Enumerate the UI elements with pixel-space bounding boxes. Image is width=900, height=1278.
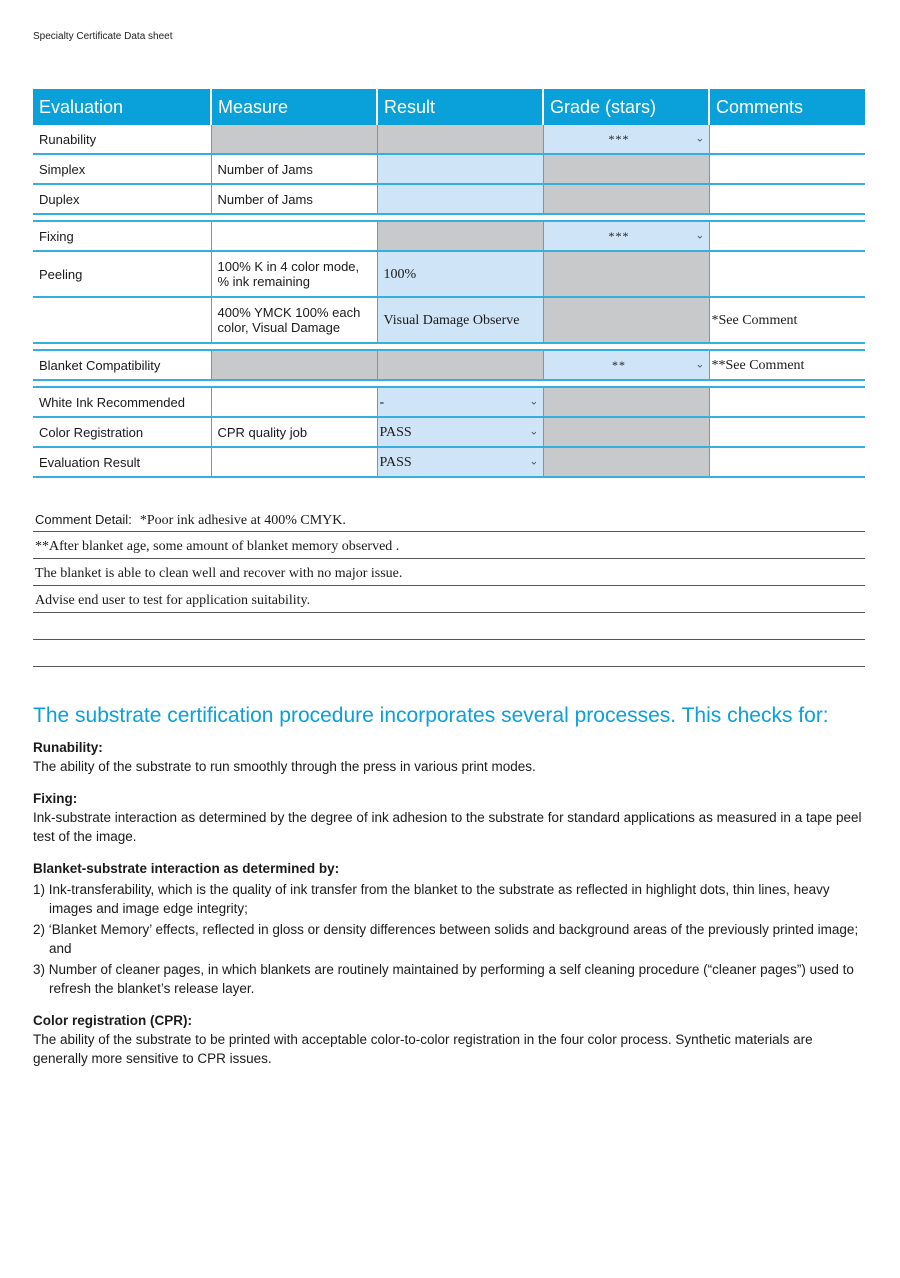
- row-grade: [543, 297, 709, 343]
- row-measure: [211, 350, 377, 380]
- blanket-list: [33, 880, 868, 998]
- col-header-result: Result: [377, 89, 543, 125]
- result-select[interactable]: [377, 387, 543, 417]
- result-input[interactable]: [377, 154, 543, 184]
- chevron-down-icon[interactable]: ⌄: [695, 358, 705, 371]
- comment-line[interactable]: The blanket is able to clean well and recover with no major issue.: [33, 559, 865, 586]
- comment-text: *Poor ink adhesive at 400% CMYK.: [139, 513, 346, 528]
- table-row: [33, 221, 865, 251]
- row-measure: 400% YMCK 100% each color, Visual Damage: [211, 297, 377, 343]
- table-row: [33, 251, 865, 297]
- row-comments[interactable]: [709, 221, 865, 251]
- row-comments[interactable]: [709, 447, 865, 477]
- row-evaluation: Duplex: [33, 184, 211, 214]
- col-header-grade: Grade (stars): [543, 89, 709, 125]
- row-comments[interactable]: [709, 387, 865, 417]
- procedure-title: The substrate certification procedure incorporates several processes. This checks for:: [33, 704, 829, 727]
- comment-detail-label: Comment Detail:: [35, 512, 132, 527]
- table-row: [33, 387, 865, 417]
- grade-select[interactable]: [543, 125, 709, 154]
- grade-value: ***: [608, 228, 630, 243]
- runability-heading: Runability:: [33, 740, 103, 755]
- row-grade: [543, 154, 709, 184]
- result-select[interactable]: [377, 417, 543, 447]
- row-result: [377, 125, 543, 154]
- row-comments[interactable]: [709, 125, 865, 154]
- chevron-down-icon[interactable]: ⌄: [529, 395, 539, 408]
- col-header-comments: Comments: [709, 89, 865, 125]
- cpr-text: The ability of the substrate to be printed with acceptable color-to-color registration in the four color process. Synthetic materials are generally more sensitive to CPR issues.: [33, 1032, 813, 1066]
- result-input[interactable]: Visual Damage Observe: [377, 297, 543, 343]
- row-comments[interactable]: [709, 184, 865, 214]
- comment-line[interactable]: [33, 613, 865, 640]
- row-measure: [211, 125, 377, 154]
- row-grade: [543, 184, 709, 214]
- row-evaluation: [33, 297, 211, 343]
- table-row: [33, 125, 865, 154]
- grade-select[interactable]: [543, 350, 709, 380]
- row-measure: Number of Jams: [211, 154, 377, 184]
- comment-line[interactable]: [33, 505, 865, 532]
- row-evaluation: Simplex: [33, 154, 211, 184]
- row-evaluation: Runability: [33, 125, 211, 154]
- result-input[interactable]: [377, 184, 543, 214]
- row-comments[interactable]: **See Comment: [709, 350, 865, 380]
- table-row: [33, 417, 865, 447]
- row-grade: [543, 447, 709, 477]
- row-separator: [33, 214, 865, 221]
- runability-text: The ability of the substrate to run smoothly through the press in various print modes.: [33, 759, 536, 774]
- row-evaluation: Color Registration: [33, 417, 211, 447]
- row-evaluation: White Ink Recommended: [33, 387, 211, 417]
- comment-detail: [33, 505, 865, 667]
- row-result: [377, 350, 543, 380]
- blanket-heading: Blanket-substrate interaction as determined by:: [33, 861, 340, 876]
- row-measure: Number of Jams: [211, 184, 377, 214]
- row-measure: 100% K in 4 color mode, % ink remaining: [211, 251, 377, 297]
- comment-line[interactable]: Advise end user to test for application suitability.: [33, 586, 865, 613]
- chevron-down-icon[interactable]: ⌄: [695, 229, 705, 242]
- list-item: 2) ‘Blanket Memory’ effects, reflected in gloss or density differences between solids and background areas of the previously printed image; and: [33, 922, 859, 956]
- row-evaluation: Fixing: [33, 221, 211, 251]
- row-evaluation: Blanket Compatibility: [33, 350, 211, 380]
- result-input[interactable]: 100%: [377, 251, 543, 297]
- table-row: [33, 184, 865, 214]
- row-grade: [543, 387, 709, 417]
- table-row: [33, 297, 865, 343]
- cpr-heading: Color registration (CPR):: [33, 1013, 193, 1028]
- list-item: 1) Ink-transferability, which is the quality of ink transfer from the blanket to the substrate as reflected in highlight dots, thin lines, heavy images and image edge integrity;: [33, 882, 830, 916]
- col-header-evaluation: Evaluation: [33, 89, 211, 125]
- comment-line[interactable]: [33, 640, 865, 667]
- row-measure: CPR quality job: [211, 417, 377, 447]
- row-comments[interactable]: [709, 251, 865, 297]
- row-comments[interactable]: *See Comment: [709, 297, 865, 343]
- row-separator: [33, 343, 865, 350]
- grade-value: **: [612, 357, 626, 372]
- row-result: [377, 221, 543, 251]
- table-row: [33, 447, 865, 477]
- table-header-row: [33, 89, 865, 125]
- row-measure: [211, 447, 377, 477]
- list-item: 3) Number of cleaner pages, in which blankets are routinely maintained by performing a self cleaning procedure (“cleaner pages”) used to refresh the blanket’s release layer.: [33, 962, 854, 996]
- chevron-down-icon[interactable]: ⌄: [529, 425, 539, 438]
- row-measure: [211, 387, 377, 417]
- row-comments[interactable]: [709, 417, 865, 447]
- row-grade: [543, 417, 709, 447]
- grade-select[interactable]: [543, 221, 709, 251]
- table-row: [33, 350, 865, 380]
- row-evaluation: Peeling: [33, 251, 211, 297]
- chevron-down-icon[interactable]: ⌄: [529, 455, 539, 468]
- result-value: PASS: [379, 454, 412, 470]
- grade-value: ***: [608, 131, 630, 146]
- procedure-description: [33, 738, 868, 1081]
- row-separator: [33, 380, 865, 387]
- result-value: PASS: [379, 424, 412, 440]
- fixing-text: Ink-substrate interaction as determined by the degree of ink adhesion to the substrate for standard applications as measured in a tape peel test of the image.: [33, 810, 862, 844]
- row-comments[interactable]: [709, 154, 865, 184]
- evaluation-table: [33, 89, 865, 478]
- col-header-measure: Measure: [211, 89, 377, 125]
- row-measure: [211, 221, 377, 251]
- fixing-heading: Fixing:: [33, 791, 78, 806]
- document-header: Specialty Certificate Data sheet: [33, 31, 173, 42]
- result-value: -: [379, 394, 385, 410]
- table-row: [33, 154, 865, 184]
- chevron-down-icon[interactable]: ⌄: [695, 132, 705, 145]
- result-select[interactable]: [377, 447, 543, 477]
- comment-line[interactable]: **After blanket age, some amount of blanket memory observed .: [33, 532, 865, 559]
- row-grade: [543, 251, 709, 297]
- row-evaluation: Evaluation Result: [33, 447, 211, 477]
